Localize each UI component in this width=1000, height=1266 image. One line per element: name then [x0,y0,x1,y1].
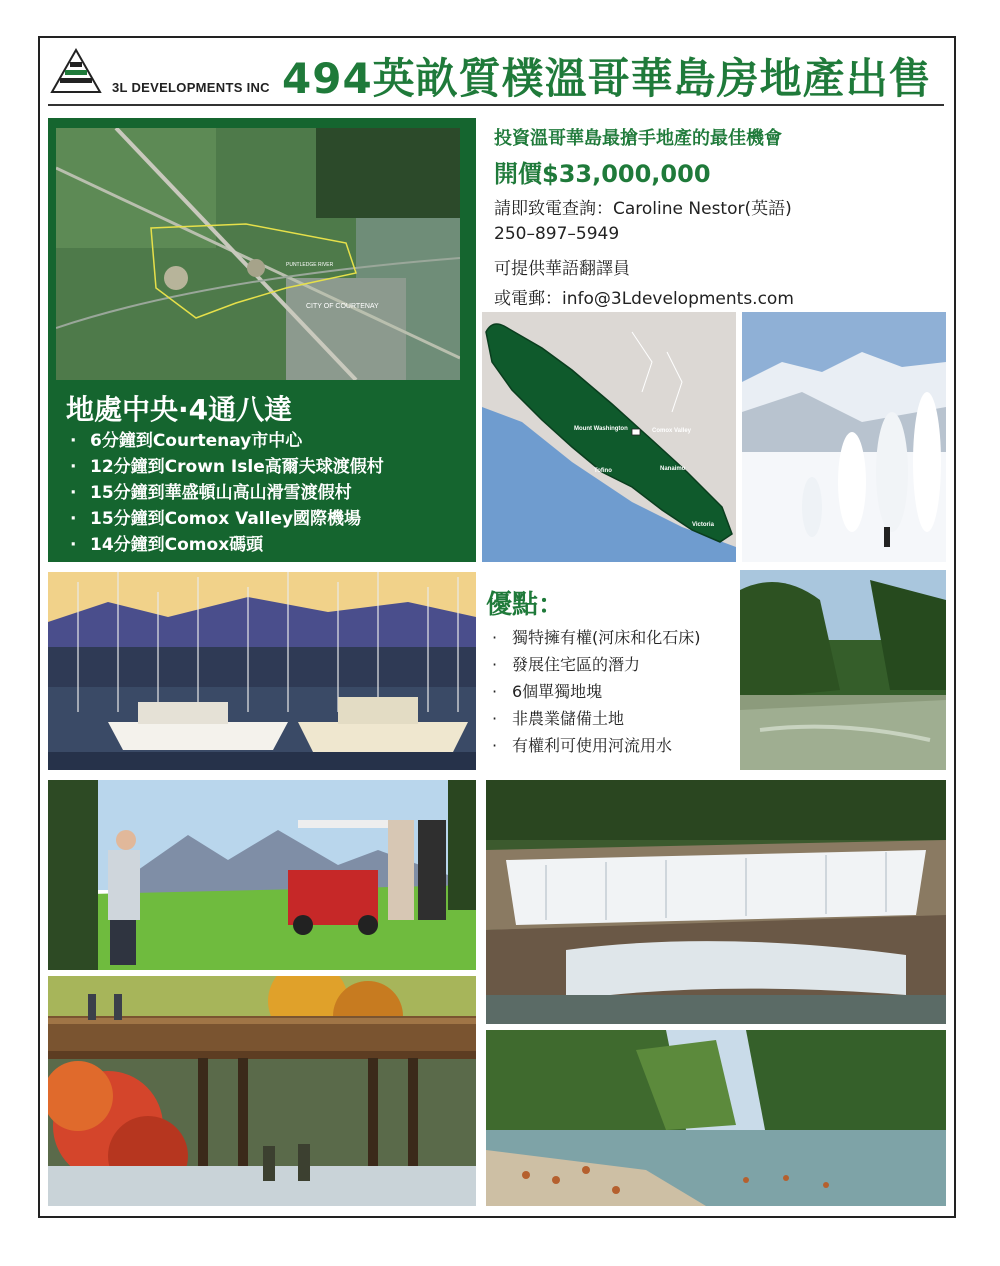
company-name: 3L DEVELOPMENTS INC [112,80,270,95]
forest-river-photo [740,570,946,770]
snow-mountain-photo [742,312,946,562]
aerial-label-courtenay: CITY OF COURTENAY [306,303,379,310]
location-item: · 15分鐘到Comox Valley國際機場 [70,509,362,529]
golf-photo [48,780,476,970]
location-title: 地處中央·4通八達 [66,393,293,426]
marina-photo [48,572,476,770]
offer-price: 開價$33,000,000 [494,160,711,188]
map-label-tofino: Tofino [594,468,612,474]
aerial-photo [56,128,460,380]
map-label-comox-valley: Comox Valley [652,428,692,434]
location-list [70,428,384,558]
location-item: · 15分鐘到華盛頓山高山滑雪渡假村 [70,483,352,503]
header-divider [48,104,944,106]
aerial-label-river: PUNTLEDGE RIVER [286,262,334,268]
map-label-nanaimo: Nanaimo [660,466,686,472]
advantage-item: · 有權利可使用河流用水 [492,736,673,755]
location-item: · 6分鐘到Courtenay市中心 [70,431,303,451]
translator-note: 可提供華語翻譯員 [494,259,630,279]
contact-line: 請即致電查詢：Caroline Nestor(英語) [494,199,792,219]
waterfall-photo [486,780,946,1024]
offer-subhead: 投資溫哥華島最搶手地產的最佳機會 [494,128,782,149]
advantages-title: 優點： [486,590,565,620]
map-label-mount-washington: Mount Washington [574,426,628,432]
advantage-item: · 發展住宅區的潛力 [492,655,641,674]
page-headline: 494英畝質樸溫哥華島房地產出售 [282,54,932,103]
contact-phone[interactable]: 250–897–5949 [494,224,620,244]
river-beach-photo [486,1030,946,1206]
company-logo-icon [50,48,102,94]
contact-email[interactable]: 或電郵：info@3Ldevelopments.com [494,289,794,309]
advantage-item: · 獨特擁有權(河床和化石床) [492,628,701,647]
advantage-item: · 6個單獨地塊 [492,682,603,701]
location-item: · 12分鐘到Crown Isle高爾夫球渡假村 [70,457,384,477]
island-map [482,312,736,562]
advantage-item: · 非農業儲備土地 [492,709,625,728]
advantages-list [492,624,701,759]
bridge-fishing-photo [48,976,476,1206]
location-item: · 14分鐘到Comox碼頭 [70,535,264,555]
map-label-victoria: Victoria [692,522,714,528]
